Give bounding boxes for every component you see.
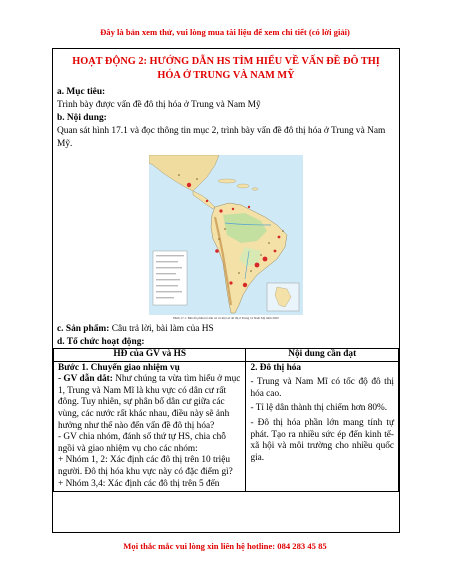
gv-text: Như chúng ta vừa tìm hiểu ở mục 1, Trung và Nam Mĩ là khu vực có dân cư rất đông. Tuy nhiên, sự phân bố dân cư giữa các vùng, các nước rất khác nhau, điều này sẽ ảnh hưởng như thế nào đến vấn đề đô thị hóa? bbox=[58, 374, 241, 431]
gv-label: - GV dẫn dắt: bbox=[58, 374, 113, 385]
col-header-activities: HĐ của GV và HS bbox=[54, 349, 246, 362]
content-label: b. Nội dung: bbox=[57, 113, 107, 123]
point-urban-population: - Tỉ lệ dân thành thị chiếm hơn 80%. bbox=[250, 403, 388, 414]
figure-caption: Hình 17.1. Bản đồ phân bố dân cư và một số đô thị ở Trung và Nam Mỹ năm 2020 bbox=[173, 316, 279, 320]
product-text: Câu trả lời, bài làm của HS bbox=[111, 324, 214, 334]
point-spontaneous-growth: - Đô thị hóa phần lớn mang tính tự phát. Tạo ra nhiều sức ép đến kinh tế-xã hội và môi trường cho nhiều quốc gia. bbox=[250, 417, 394, 463]
product-label: c. Sản phẩm: bbox=[57, 324, 110, 334]
population-map-figure bbox=[149, 155, 303, 321]
content-text: Quan sát hình 17.1 và đọc thông tin mục 2, trình bày vấn đề đô thị hóa ở Trung và Nam Mỹ. bbox=[57, 126, 386, 149]
teacher-student-activities bbox=[54, 361, 246, 492]
activity-section bbox=[52, 48, 400, 533]
objective-text: Trình bày được vấn đề đô thị hóa ở Trung và Nam Mỹ bbox=[57, 100, 261, 110]
urbanization-heading: 2. Đô thị hóa bbox=[250, 362, 302, 373]
organization-label: d. Tổ chức hoạt động: bbox=[57, 337, 145, 347]
preview-notice: Đây là bản xem thử, vui lòng mua tài liệu để xem chi tiết (có lời giải) bbox=[100, 27, 350, 37]
group-1-2-task: + Nhóm 1, 2: Xác định các đô thị trên 10 triệu người. Đô thị hóa khu vực này có đặc điểm gì? bbox=[58, 455, 233, 477]
group-3-4-task: + Nhóm 3,4: Xác định các đô thị trên 5 đến bbox=[58, 478, 220, 489]
step-1-heading: Bước 1. Chuyển giao nhiệm vụ bbox=[58, 362, 180, 373]
group-instructions: - GV chia nhóm, đánh số thứ tự HS, chia chỗ ngồi và giao nhiệm vụ cho các nhóm: bbox=[58, 432, 226, 454]
hotline-notice: Mọi thắc mắc vui lòng xin liên hệ hotline: 084 283 45 85 bbox=[123, 541, 327, 551]
required-content bbox=[246, 361, 399, 492]
activity-title: HOẠT ĐỘNG 2: HƯỚNG DẪN HS TÌM HIỂU VỀ VẤN ĐỀ ĐÔ THỊ HÓA Ở TRUNG VÀ NAM MỸ bbox=[72, 56, 380, 81]
point-urbanization-rate: - Trung và Nam Mĩ có tốc độ đô thị hóa cao. bbox=[250, 377, 394, 399]
col-header-content: Nội dung cần đạt bbox=[246, 349, 399, 362]
map-image bbox=[149, 155, 303, 315]
activity-table bbox=[53, 348, 399, 492]
objective-label: a. Mục tiêu: bbox=[57, 87, 106, 97]
